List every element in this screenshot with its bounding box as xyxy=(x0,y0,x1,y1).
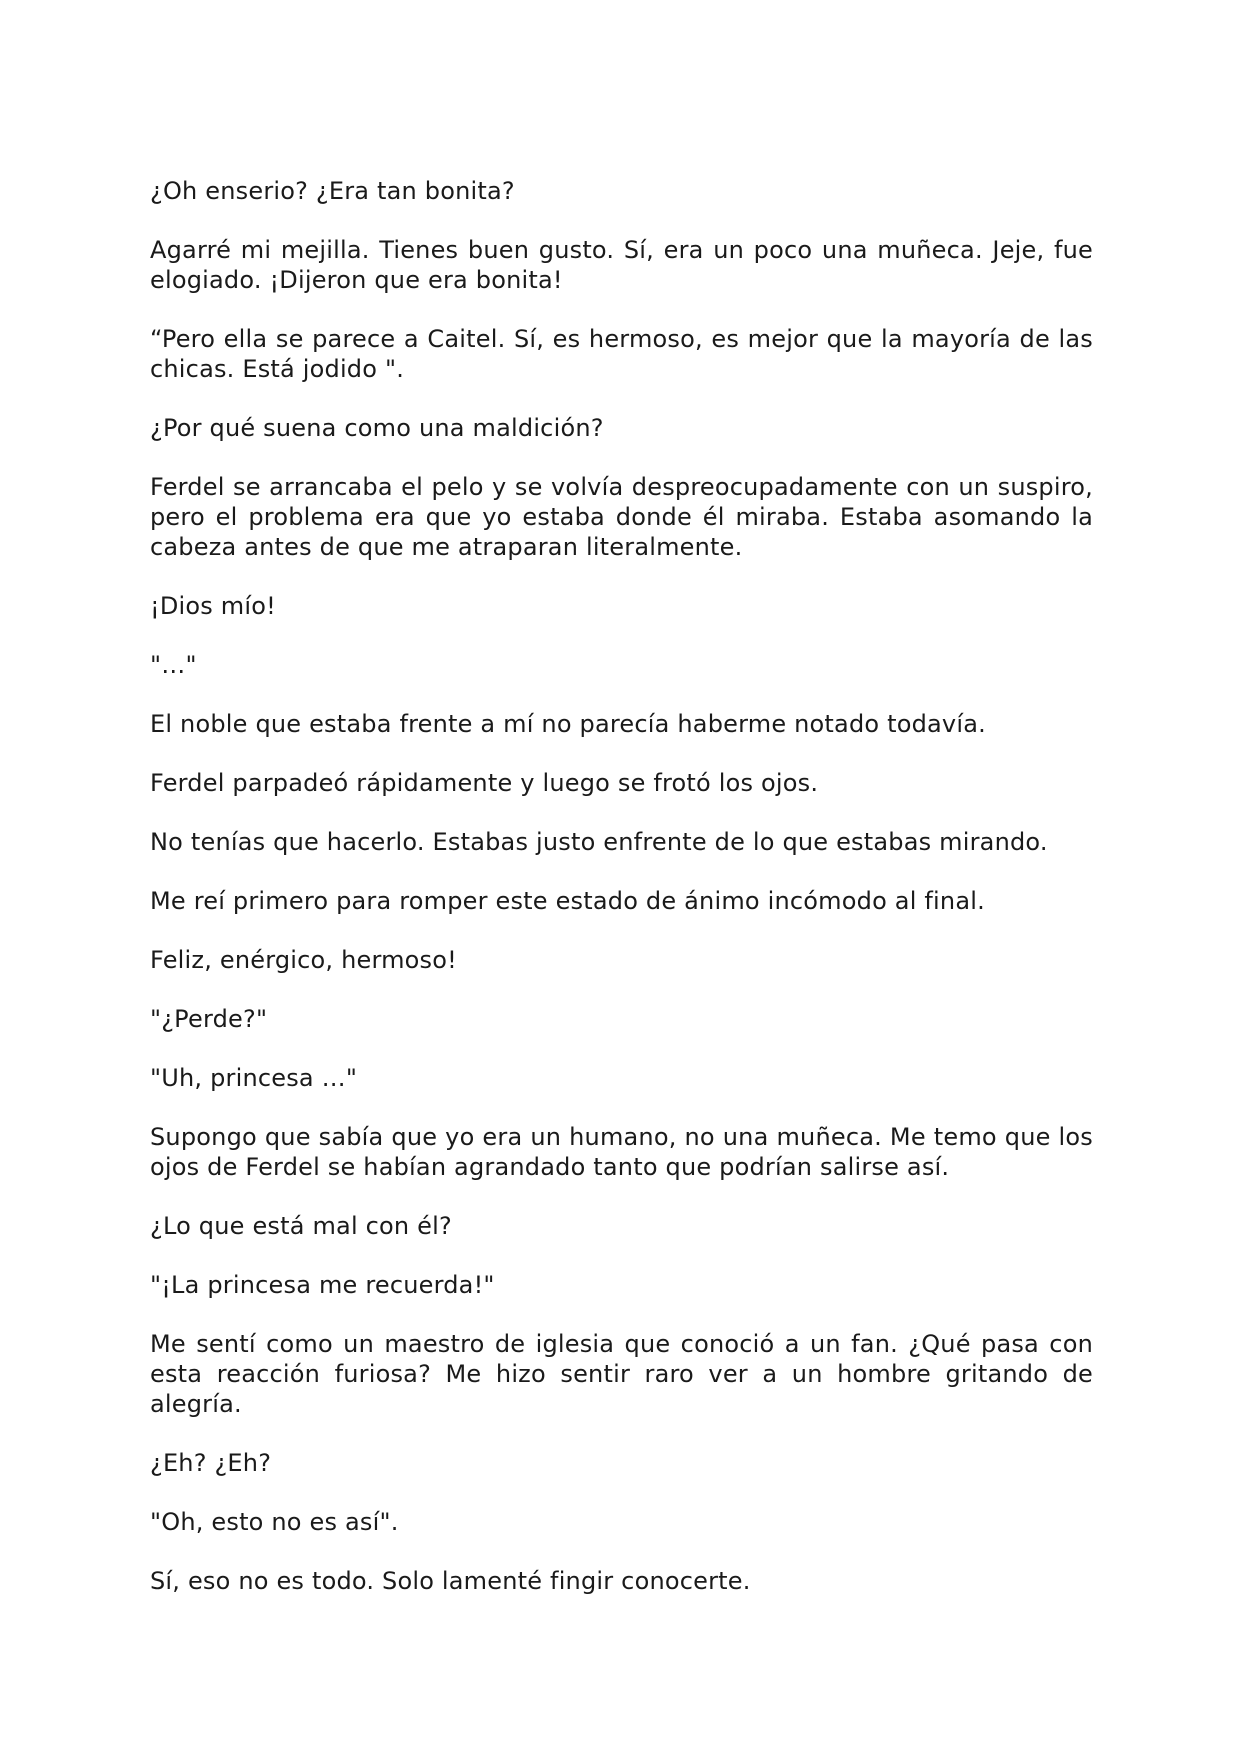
paragraph: ¿Por qué suena como una maldición? xyxy=(150,414,604,442)
paragraph: "…" xyxy=(150,651,197,679)
paragraph: Agarré mi mejilla. Tienes buen gusto. Sí, era un poco una muñeca. Jeje, fue elogiado. ¡Dijeron que era bonita! xyxy=(150,236,1093,294)
paragraph: Supongo que sabía que yo era un humano, no una muñeca. Me temo que los ojos de Ferdel se habían agrandado tanto que podrían salirse así. xyxy=(150,1123,1093,1181)
paragraph: No tenías que hacerlo. Estabas justo enfrente de lo que estabas mirando. xyxy=(150,828,1048,856)
paragraph: Ferdel se arrancaba el pelo y se volvía despreocupadamente con un suspiro, pero el problema era que yo estaba donde él miraba. Estaba asomando la cabeza antes de que me atraparan literalmente. xyxy=(150,473,1093,561)
paragraph: ¿Oh enserio? ¿Era tan bonita? xyxy=(150,177,515,205)
paragraph: Sí, eso no es todo. Solo lamenté fingir conocerte. xyxy=(150,1567,751,1595)
paragraph: Me reí primero para romper este estado de ánimo incómodo al final. xyxy=(150,887,985,915)
paragraph: "Oh, esto no es así". xyxy=(150,1508,399,1536)
paragraph: "Uh, princesa …" xyxy=(150,1064,358,1092)
paragraph: ¡Dios mío! xyxy=(150,592,276,620)
paragraph: "¡La princesa me recuerda!" xyxy=(150,1271,495,1299)
paragraph: “Pero ella se parece a Caitel. Sí, es hermoso, es mejor que la mayoría de las chicas. Está jodido ". xyxy=(150,325,1093,383)
document-page xyxy=(150,176,1093,1625)
paragraph: ¿Eh? ¿Eh? xyxy=(150,1449,272,1477)
paragraph: Ferdel parpadeó rápidamente y luego se frotó los ojos. xyxy=(150,769,819,797)
paragraph: ¿Lo que está mal con él? xyxy=(150,1212,452,1240)
paragraph: Me sentí como un maestro de iglesia que conoció a un fan. ¿Qué pasa con esta reacción furiosa? Me hizo sentir raro ver a un hombre gritando de alegría. xyxy=(150,1330,1093,1418)
paragraph: El noble que estaba frente a mí no parecía haberme notado todavía. xyxy=(150,710,986,738)
paragraph: Feliz, enérgico, hermoso! xyxy=(150,946,457,974)
paragraph: "¿Perde?" xyxy=(150,1005,268,1033)
